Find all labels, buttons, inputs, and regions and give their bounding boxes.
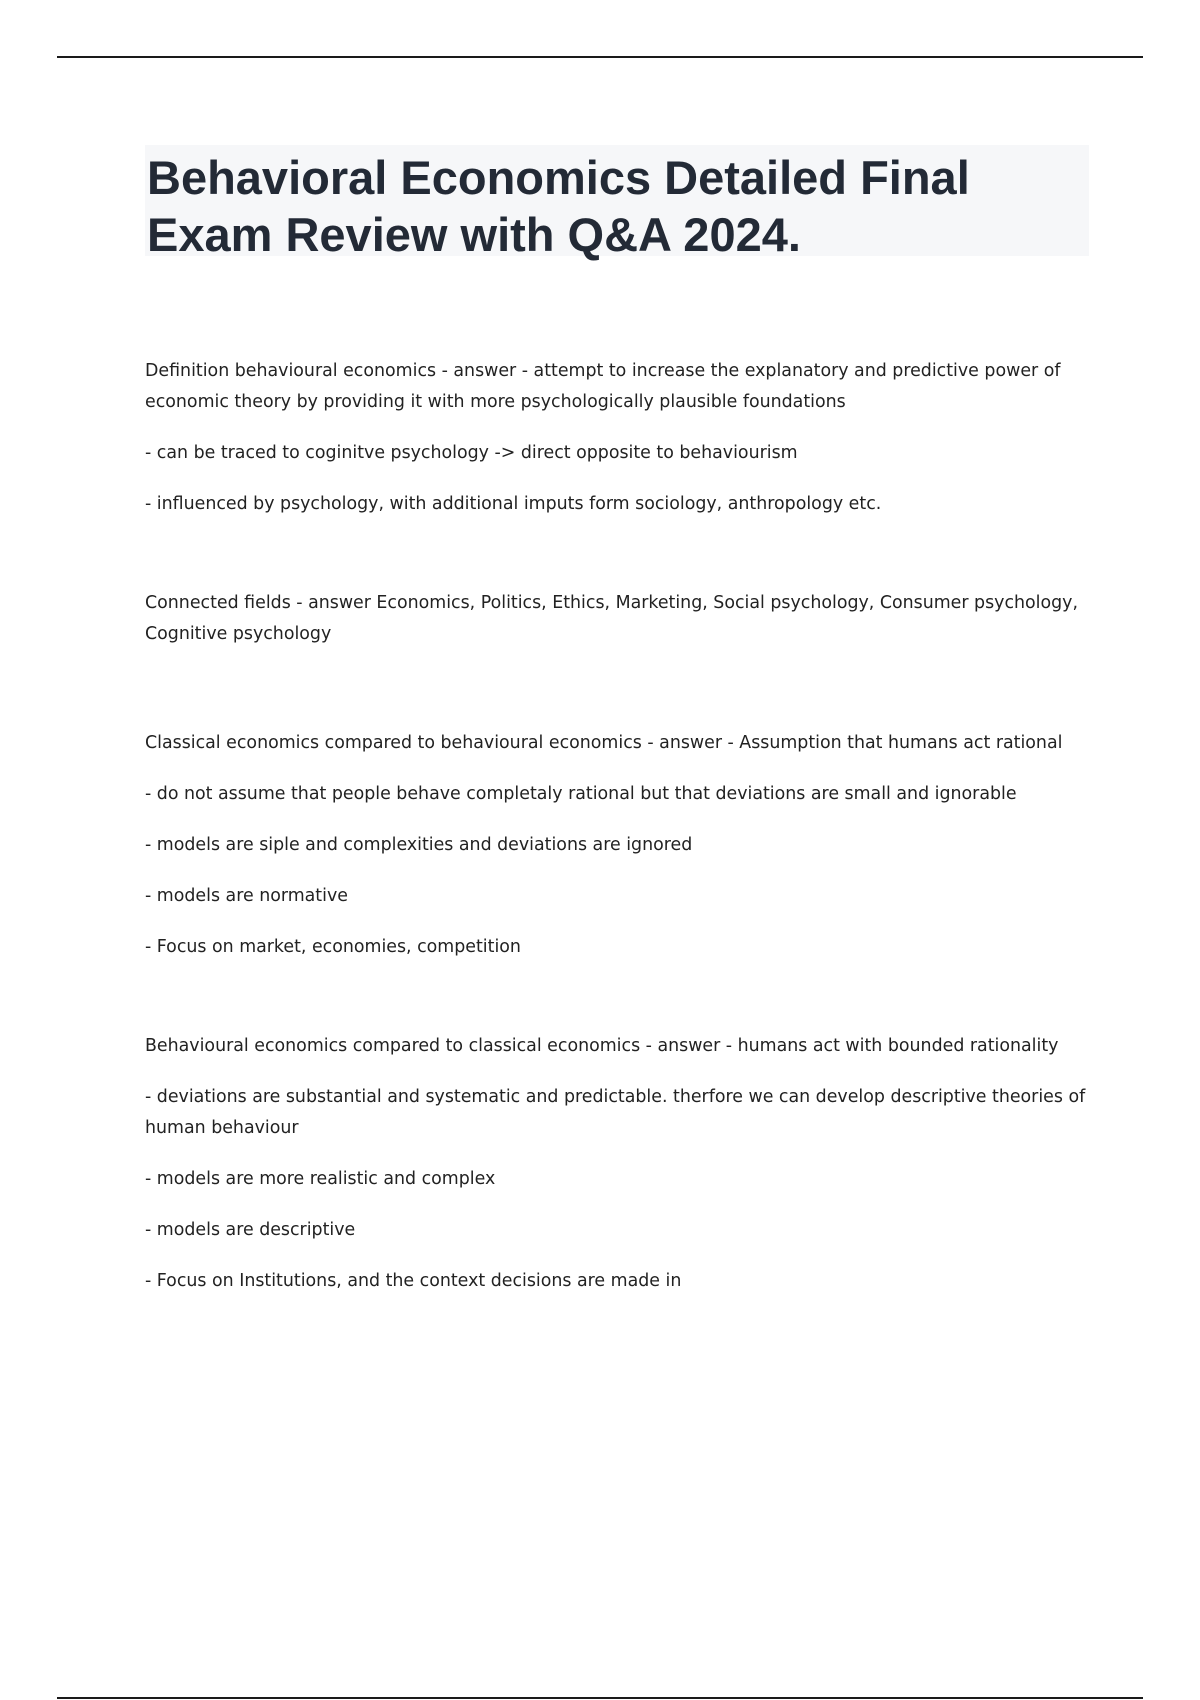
document-body: [145, 356, 1089, 1365]
qa-bullet: - can be traced to coginitve psychology -> direct opposite to behaviourism: [145, 443, 798, 463]
qa-bullet: - Focus on market, economies, competition: [145, 937, 521, 957]
qa-bullet: - deviations are substantial and systematic and predictable. therfore we can develop descriptive theories of human behaviour: [145, 1087, 1086, 1138]
qa-question-answer: Classical economics compared to behavioural economics - answer - Assumption that humans act rational: [145, 733, 1063, 753]
bottom-divider: [57, 1697, 1143, 1699]
qa-question-answer: Connected fields - answer Economics, Politics, Ethics, Marketing, Social psychology, Consumer psychology, Cognitive psychology: [145, 593, 1079, 644]
qa-bullet: - models are siple and complexities and deviations are ignored: [145, 835, 693, 855]
qa-bullet: - models are more realistic and complex: [145, 1169, 496, 1189]
qa-classical-vs-behavioural: [145, 728, 1089, 963]
qa-definition: [145, 356, 1089, 520]
qa-bullet: - models are normative: [145, 886, 348, 906]
top-divider: [57, 56, 1143, 58]
qa-bullet: - influenced by psychology, with additional imputs form sociology, anthropology etc.: [145, 494, 882, 514]
document-title: Behavioral Economics Detailed Final Exam Review with Q&A 2024.: [147, 151, 970, 261]
qa-behavioural-vs-classical: [145, 1031, 1089, 1297]
qa-question-answer: Definition behavioural economics - answer - attempt to increase the explanatory and predictive power of economic theory by providing it with more psychologically plausible foundations: [145, 361, 1061, 412]
qa-bullet: - do not assume that people behave completaly rational but that deviations are small and ignorable: [145, 784, 1017, 804]
qa-bullet: - models are descriptive: [145, 1220, 356, 1240]
qa-bullet: - Focus on Institutions, and the context decisions are made in: [145, 1271, 682, 1291]
title-block: [145, 145, 1089, 261]
qa-connected-fields: [145, 588, 1089, 650]
qa-question-answer: Behavioural economics compared to classical economics - answer - humans act with bounded rationality: [145, 1036, 1059, 1056]
